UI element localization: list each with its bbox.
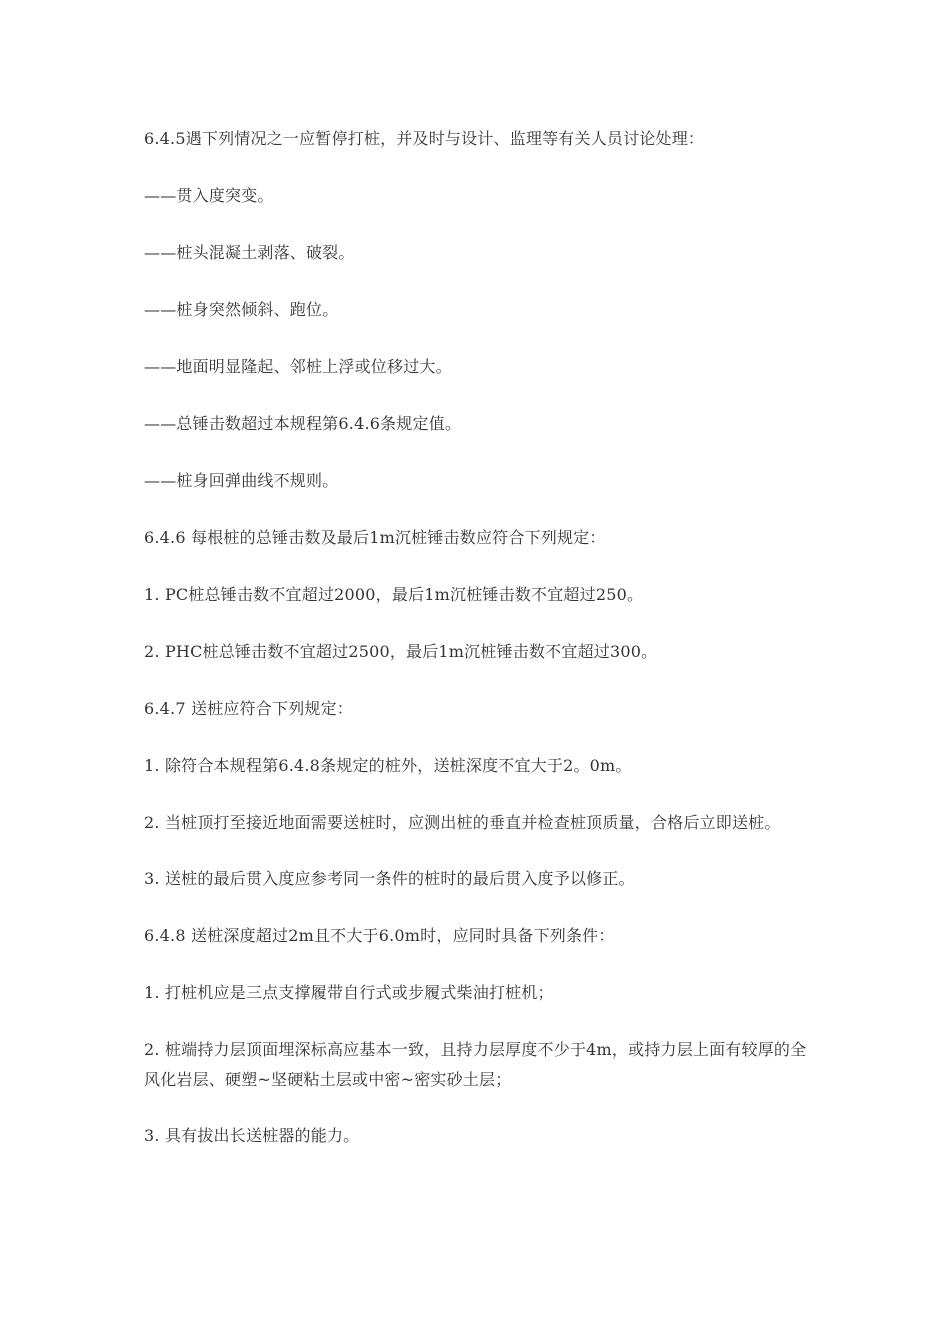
document-body — [144, 124, 809, 1178]
list-item: 2. 当桩顶打至接近地面需要送桩时，应测出桩的垂直并检查桩顶质量，合格后立即送桩。 — [144, 813, 781, 832]
section-6-4-5-heading: 6.4.5遇下列情况之一应暂停打桩，并及时与设计、监理等有关人员讨论处理： — [144, 129, 705, 148]
section-6-4-6-heading: 6.4.6 每根桩的总锤击数及最后1m沉桩锤击数应符合下列规定： — [144, 528, 606, 547]
list-item: ——桩身突然倾斜、跑位。 — [144, 300, 339, 319]
list-item: ——桩身回弹曲线不规则。 — [144, 471, 339, 490]
list-item: 1. 除符合本规程第6.4.8条规定的桩外，送桩深度不宜大于2。0m。 — [144, 756, 632, 775]
list-item: 3. 送桩的最后贯入度应参考同一条件的桩时的最后贯入度予以修正。 — [144, 869, 635, 888]
list-item: ——总锤击数超过本规程第6.4.6条规定值。 — [144, 414, 462, 433]
list-item: ——地面明显隆起、邻桩上浮或位移过大。 — [144, 357, 452, 376]
list-item: 1. 打桩机应是三点支撑履带自行式或步履式柴油打桩机； — [144, 983, 554, 1002]
list-item: 3. 具有拔出长送桩器的能力。 — [144, 1126, 360, 1145]
list-item: 2. 桩端持力层顶面埋深标高应基本一致，且持力层厚度不少于4m，或持力层上面有较厚的全风化岩层、硬塑~坚硬粘土层或中密~密实砂土层； — [144, 1040, 807, 1089]
list-item: ——贯入度突变。 — [144, 186, 274, 205]
list-item: 2. PHC桩总锤击数不宜超过2500，最后1m沉桩锤击数不宜超过300。 — [144, 642, 658, 661]
list-item: 1. PC桩总锤击数不宜超过2000，最后1m沉桩锤击数不宜超过250。 — [144, 585, 644, 604]
section-6-4-8-heading: 6.4.8 送桩深度超过2m且不大于6.0m时，应同时具备下列条件： — [144, 926, 615, 945]
section-6-4-7-heading: 6.4.7 送桩应符合下列规定： — [144, 699, 353, 718]
list-item: ——桩头混凝土剥落、破裂。 — [144, 243, 355, 262]
